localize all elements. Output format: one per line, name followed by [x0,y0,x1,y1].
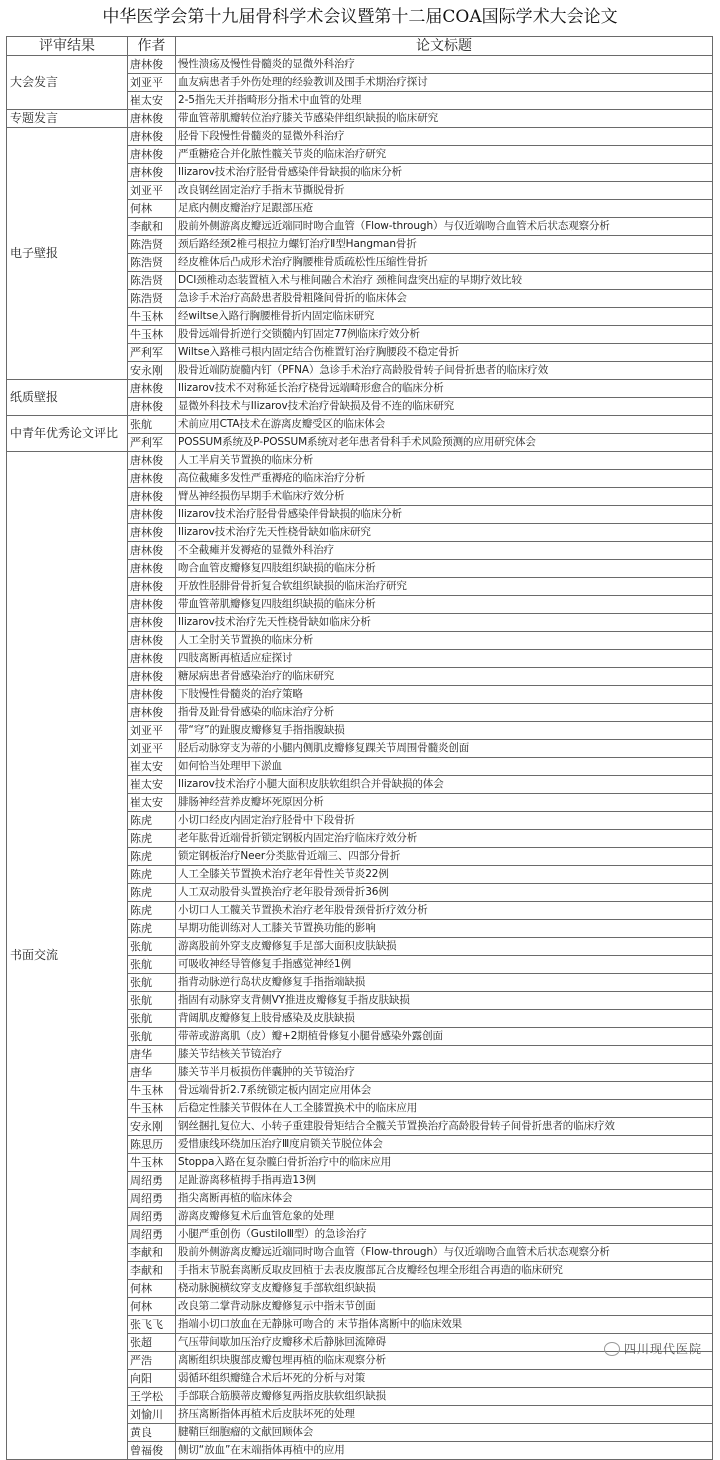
author-cell: 张航 [128,974,176,992]
author-cell: 刘亚平 [128,182,176,200]
author-cell: 崔太安 [128,794,176,812]
author-cell: 张航 [128,956,176,974]
paper-title-cell: 糖尿病患者骨感染治疗的临床研究 [176,668,713,686]
paper-title-cell: 挤压离断指体再植术后皮肤坏死的处理 [176,1406,713,1424]
author-cell: 王学松 [128,1388,176,1406]
author-cell: 唐林俊 [128,470,176,488]
author-cell: 张航 [128,416,176,434]
author-cell: 周绍勇 [128,1208,176,1226]
paper-title-cell: 可吸收神经导管修复手指感觉神经1例 [176,956,713,974]
author-cell: 唐林俊 [128,146,176,164]
author-cell: 周绍勇 [128,1226,176,1244]
author-cell: 唐林俊 [128,542,176,560]
table-body [7,56,713,1460]
table-row [7,128,713,146]
paper-title-cell: 颈后路经颈2椎弓根拉力螺钉治疗Ⅱ型Hangman骨折 [176,236,713,254]
author-cell: 张航 [128,992,176,1010]
paper-title-cell: 胫骨下段慢性骨髓炎的显微外科治疗 [176,128,713,146]
paper-title-cell: 股骨远端骨折逆行交锁髓内钉固定77例临床疗效分析 [176,326,713,344]
table-row [7,416,713,434]
author-cell: 唐华 [128,1064,176,1082]
paper-title-cell: 股骨近端防旋髓内钉（PFNA）急诊手术治疗高龄股骨转子间骨折患者的临床疗效 [176,362,713,380]
paper-title-cell: 足底内侧皮瓣治疗足跟部压疮 [176,200,713,218]
author-cell: 唐林俊 [128,506,176,524]
paper-title-cell: 高位截瘫多发性严重褥疮的临床治疗分析 [176,470,713,488]
author-cell: 陈虎 [128,884,176,902]
paper-title-cell: 如何恰当处理甲下淤血 [176,758,713,776]
author-cell: 陈虎 [128,848,176,866]
author-cell: 牛玉林 [128,308,176,326]
paper-title-cell: 指端小切口放血在无静脉可吻合的 末节指体离断中的临床效果 [176,1316,713,1334]
author-cell: 刘亚平 [128,740,176,758]
author-cell: 崔太安 [128,758,176,776]
header-title: 论文标题 [176,37,713,56]
paper-title-cell: 骨远端骨折2.7系统锁定板内固定应用体会 [176,1082,713,1100]
paper-title-cell: 膝关节半月板损伤伴囊肿的关节镜治疗 [176,1064,713,1082]
paper-title-cell: DCI颈椎动态装置植入术与椎间融合术治疗 颈椎间盘突出症的早期疗效比较 [176,272,713,290]
author-cell: 唐林俊 [128,704,176,722]
table-row [7,56,713,74]
author-cell: 唐林俊 [128,560,176,578]
paper-title-cell: 小腿严重创伤（GustiloⅢ型）的急诊治疗 [176,1226,713,1244]
page-title: 中华医学会第十九届骨科学术会议暨第十二届COA国际学术大会论文 [102,7,618,27]
paper-title-cell: 带蒂或游离肌（皮）瓣+2期植骨修复小腿骨感染外露创面 [176,1028,713,1046]
author-cell: 唐林俊 [128,110,176,128]
author-cell: 牛玉林 [128,1082,176,1100]
paper-title-cell: 改良第二掌背动脉皮瓣修复示中指末节创面 [176,1298,713,1316]
author-cell: 唐林俊 [128,578,176,596]
paper-title-cell: 膝关节结核关节镜治疗 [176,1046,713,1064]
table-row [7,110,713,128]
author-cell: 严利军 [128,344,176,362]
author-cell: 陈虎 [128,830,176,848]
author-cell: 安永刚 [128,1118,176,1136]
paper-title-cell: 足趾游离移植拇手指再造13例 [176,1172,713,1190]
result-group-label: 大会发言 [7,56,128,110]
author-cell: 何林 [128,1280,176,1298]
author-cell: 刘亚平 [128,722,176,740]
paper-title-cell: 股前外侧游离皮瓣远近端同时吻合血管（Flow-through）与仅近端吻合血管术后状态观察分析 [176,218,713,236]
paper-title-cell: 手部联合筋膜蒂皮瓣修复两指皮肤软组织缺损 [176,1388,713,1406]
paper-title-cell: 腱鞘巨细胞瘤的文献回顾体会 [176,1424,713,1442]
author-cell: 陈浩贤 [128,272,176,290]
author-cell: 严浩 [128,1352,176,1370]
author-cell: 张超 [128,1334,176,1352]
author-cell: 牛玉林 [128,1154,176,1172]
paper-title-cell: 带血管蒂肌瓣转位治疗膝关节感染伴组织缺损的临床研究 [176,110,713,128]
paper-title-cell: 四肢离断再植适应症探讨 [176,650,713,668]
author-cell: 崔太安 [128,776,176,794]
result-group-label: 纸质壁报 [7,380,128,416]
author-cell: 唐林俊 [128,380,176,398]
header-result: 评审结果 [7,37,128,56]
paper-title-cell: 游离皮瓣修复术后血管危象的处理 [176,1208,713,1226]
author-cell: 唐林俊 [128,596,176,614]
result-group-label: 中青年优秀论文评比 [7,416,128,452]
author-cell: 周绍勇 [128,1172,176,1190]
author-cell: 陈浩贤 [128,236,176,254]
watermark-text: 四川现代医院 [623,1342,702,1356]
author-cell: 张航 [128,1010,176,1028]
author-cell: 何林 [128,1298,176,1316]
table-header-row [7,37,713,56]
paper-title-cell: 后稳定性膝关节假体在人工全膝置换术中的临床应用 [176,1100,713,1118]
author-cell: 向阳 [128,1370,176,1388]
author-cell: 安永刚 [128,362,176,380]
paper-title-cell: 指固有动脉穿支背侧VY推进皮瓣修复手指皮肤缺损 [176,992,713,1010]
paper-title-cell: 气压带间歇加压治疗皮瓣移术后静脉回流障碍 [176,1334,713,1352]
author-cell: 唐林俊 [128,452,176,470]
paper-title-cell: 锁定钢板治疗Neer分类肱骨近端三、四部分骨折 [176,848,713,866]
paper-title-cell: 指骨及趾骨骨感染的临床治疗分析 [176,704,713,722]
paper-title-cell: 人工全肘关节置换的临床分析 [176,632,713,650]
paper-title-cell: 开放性胫腓骨骨折复合软组织缺损的临床治疗研究 [176,578,713,596]
paper-title-cell: Ilizarov技术治疗先天性桡骨缺如临床研究 [176,524,713,542]
header-author: 作者 [128,37,176,56]
paper-title-cell: Ilizarov技术治疗胫骨骨感染伴骨缺损的临床分析 [176,164,713,182]
paper-title-cell: 腓肠神经营养皮瓣坏死原因分析 [176,794,713,812]
paper-title-cell: 下肢慢性骨髓炎的治疗策略 [176,686,713,704]
author-cell: 唐华 [128,1046,176,1064]
result-group-label: 书面交流 [7,452,128,1460]
author-cell: 曾福俊 [128,1442,176,1460]
author-cell: 陈浩贤 [128,290,176,308]
paper-title-cell: Wiltse入路椎弓根内固定结合伤椎置钉治疗胸腰段不稳定骨折 [176,344,713,362]
paper-title-cell: 指尖离断再植的临床体会 [176,1190,713,1208]
author-cell: 李献和 [128,1262,176,1280]
author-cell: 陈浩贤 [128,254,176,272]
table-row [7,380,713,398]
author-cell: 唐林俊 [128,488,176,506]
paper-title-cell: 经皮椎体后凸成形术治疗胸腰椎骨质疏松性压缩性骨折 [176,254,713,272]
author-cell: 严利军 [128,434,176,452]
paper-table [6,36,713,1460]
paper-title-cell: Ilizarov技术不对称延长治疗桡骨远端畸形愈合的临床分析 [176,380,713,398]
paper-title-cell: POSSUM系统及P-POSSUM系统对老年患者骨科手术风险预测的应用研究体会 [176,434,713,452]
paper-title-cell: 离断组织块腹部皮瓣包埋再植的临床观察分析 [176,1352,713,1370]
paper-title-cell: 带血管蒂肌瓣修复四肢组织缺损的临床分析 [176,596,713,614]
paper-title-cell: 臂丛神经损伤早期手术临床疗效分析 [176,488,713,506]
paper-title-cell: 人工双动股骨头置换治疗老年股骨颈骨折36例 [176,884,713,902]
author-cell: 唐林俊 [128,398,176,416]
author-cell: 唐林俊 [128,686,176,704]
author-cell: 刘愉川 [128,1406,176,1424]
author-cell: 唐林俊 [128,524,176,542]
paper-title-cell: 股前外侧游离皮瓣远近端同时吻合血管（Flow-through）与仅近端吻合血管术后状态观察分析 [176,1244,713,1262]
paper-title-cell: 术前应用CTA技术在游离皮瓣受区的临床体会 [176,416,713,434]
author-cell: 牛玉林 [128,326,176,344]
paper-title-cell: 胫后动脉穿支为蒂的小腿内侧肌皮瓣修复踝关节周围骨髓炎创面 [176,740,713,758]
author-cell: 陈虎 [128,866,176,884]
author-cell: 崔太安 [128,92,176,110]
paper-title-cell: 背阔肌皮瓣修复上肢骨感染及皮肤缺损 [176,1010,713,1028]
author-cell: 唐林俊 [128,614,176,632]
author-cell: 唐林俊 [128,164,176,182]
paper-title-cell: 指背动脉逆行岛状皮瓣修复手指指端缺损 [176,974,713,992]
result-group-label: 电子壁报 [7,128,128,380]
paper-title-cell: 早期功能训练对人工膝关节置换功能的影响 [176,920,713,938]
paper-title-cell: 慢性溃疡及慢性骨髓炎的显微外科治疗 [176,56,713,74]
author-cell: 刘亚平 [128,74,176,92]
table-row [7,452,713,470]
paper-title-cell: Ilizarov技术治疗先天性桡骨缺如临床分析 [176,614,713,632]
author-cell: 陈思历 [128,1136,176,1154]
paper-title-cell: 人工全膝关节置换术治疗老年骨性关节炎22例 [176,866,713,884]
paper-title-cell: 带“穹”的趾腹皮瓣修复手指指腹缺损 [176,722,713,740]
author-cell: 陈虎 [128,920,176,938]
watermark [604,1340,702,1357]
paper-title-cell: 老年肱骨近端骨折锁定钢板内固定治疗临床疗效分析 [176,830,713,848]
author-cell: 黄良 [128,1424,176,1442]
author-cell: 唐林俊 [128,128,176,146]
wechat-icon [604,1342,620,1356]
paper-title-cell: 游离股前外穿支皮瓣修复手足部大面积皮肤缺损 [176,938,713,956]
paper-title-cell: 血友病患者手外伤处理的经验教训及围手术期治疗探讨 [176,74,713,92]
paper-title-cell: 侧切“放血”在末端指体再植中的应用 [176,1442,713,1460]
result-group-label: 专题发言 [7,110,128,128]
paper-title-cell: 严重糖疮合并化脓性髋关节炎的临床治疗研究 [176,146,713,164]
paper-title-cell: 小切口经皮内固定治疗胫骨中下段骨折 [176,812,713,830]
paper-title-cell: 爱惜康线环绕加压治疗Ⅲ度肩锁关节脱位体会 [176,1136,713,1154]
author-cell: 李献和 [128,218,176,236]
paper-title-cell: 急诊手术治疗高龄患者股骨粗隆间骨折的临床体会 [176,290,713,308]
author-cell: 陈虎 [128,902,176,920]
author-cell: 唐林俊 [128,668,176,686]
author-cell: 张航 [128,938,176,956]
paper-title-cell: 经wiltse入路行胸腰椎骨折内固定临床研究 [176,308,713,326]
paper-title-cell: 显微外科技术与Ilizarov技术治疗骨缺损及骨不连的临床研究 [176,398,713,416]
author-cell: 唐林俊 [128,56,176,74]
paper-title-cell: 不全截瘫并发褥疮的显微外科治疗 [176,542,713,560]
paper-title-cell: 吻合血管皮瓣修复四肢组织缺损的临床分析 [176,560,713,578]
paper-title-cell: 桡动脉腕横纹穿支皮瓣修复手部软组织缺损 [176,1280,713,1298]
paper-title-cell: 人工半肩关节置换的临床分析 [176,452,713,470]
paper-title-cell: 改良钢丝固定治疗手指末节撕脱骨折 [176,182,713,200]
paper-title-cell: Stoppa入路在复杂髋臼骨折治疗中的临床应用 [176,1154,713,1172]
author-cell: 陈虎 [128,812,176,830]
author-cell: 唐林俊 [128,650,176,668]
paper-title-cell: 钢丝捆扎复位大、小转子重建股骨矩结合全髋关节置换治疗高龄股骨转子间骨折患者的临床疗效 [176,1118,713,1136]
paper-title-cell: 2-5指先天并指畸形分指术中血管的处理 [176,92,713,110]
author-cell: 张飞飞 [128,1316,176,1334]
paper-title-cell: 小切口人工髋关节置换术治疗老年股骨颈骨折疗效分析 [176,902,713,920]
paper-title-cell: Ilizarov技术治疗胫骨骨感染伴骨缺损的临床分析 [176,506,713,524]
paper-title-cell: Ilizarov技术治疗小腿大面积皮肤软组织合并骨缺损的体会 [176,776,713,794]
author-cell: 唐林俊 [128,632,176,650]
author-cell: 李献和 [128,1244,176,1262]
author-cell: 周绍勇 [128,1190,176,1208]
author-cell: 牛玉林 [128,1100,176,1118]
author-cell: 张航 [128,1028,176,1046]
author-cell: 何林 [128,200,176,218]
paper-title-cell: 手指末节脱套离断反取皮回植于去表皮腹部瓦合皮瓣经包埋全形组合再造的临床研究 [176,1262,713,1280]
paper-title-cell: 弱循环组织瓣缝合术后坏死的分析与对策 [176,1370,713,1388]
